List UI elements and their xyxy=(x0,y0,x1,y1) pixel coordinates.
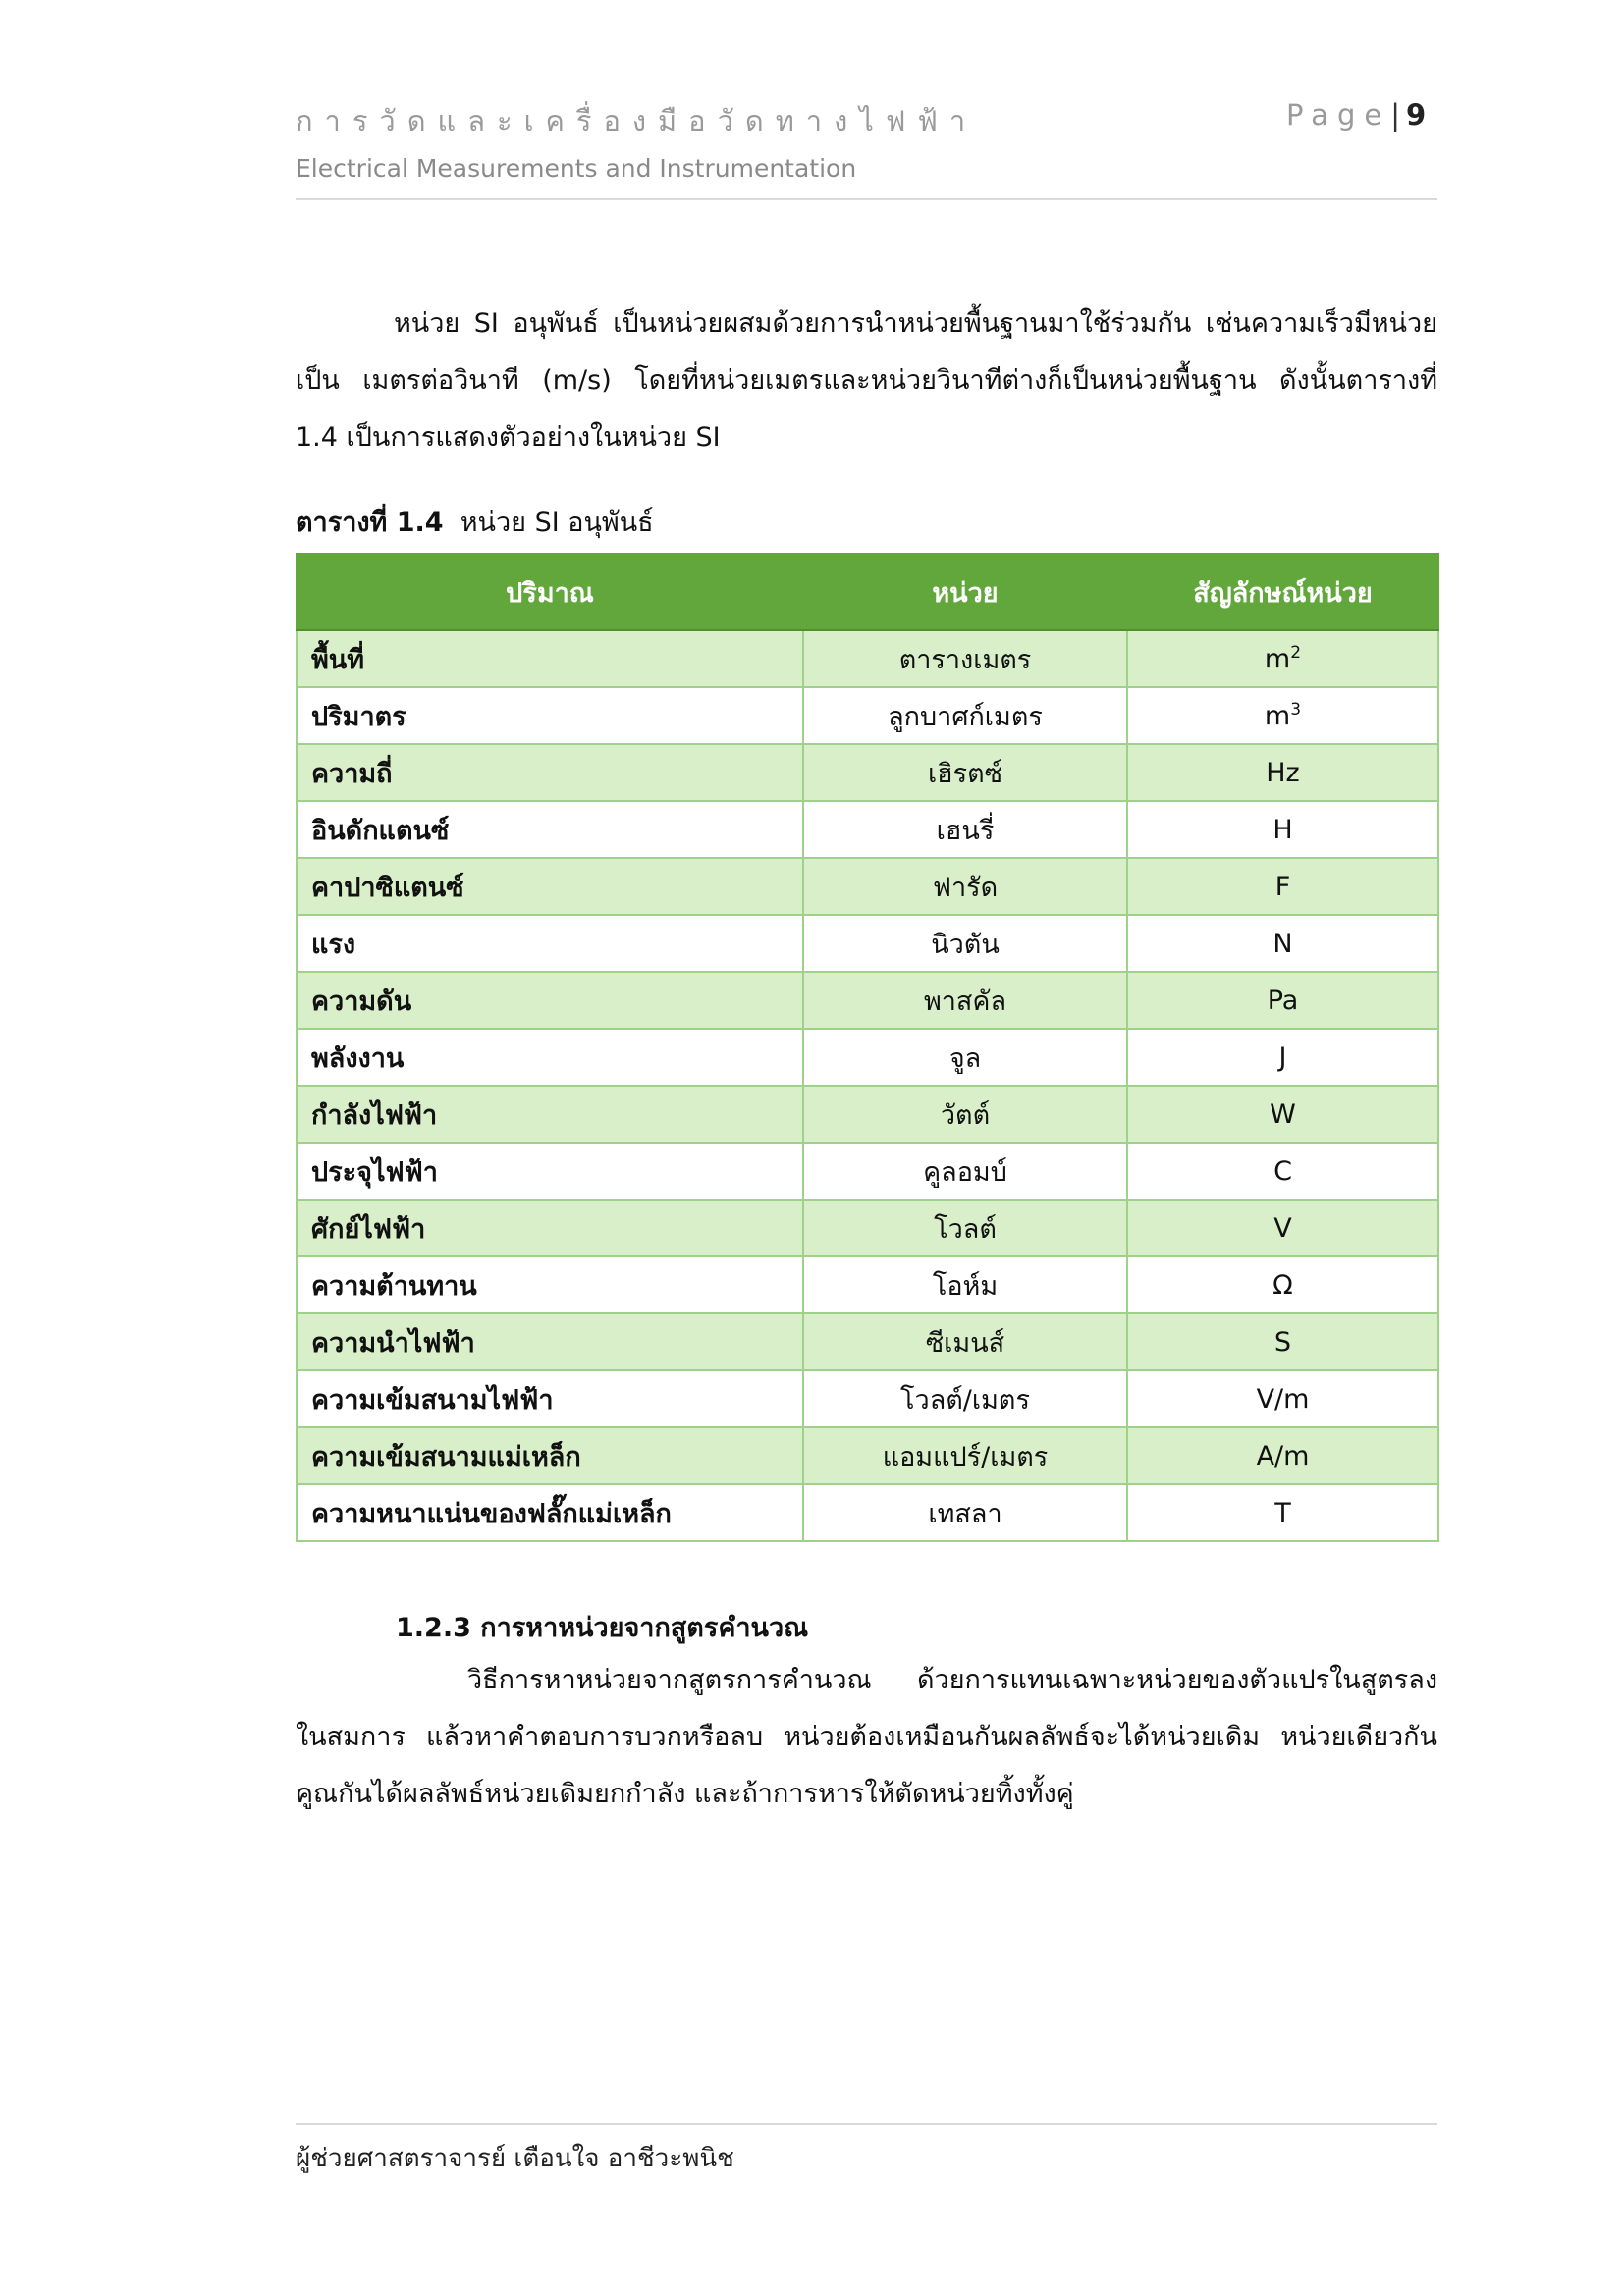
symbol-text: A/m xyxy=(1256,1440,1310,1471)
page-number: 9 xyxy=(1406,98,1427,132)
symbol-text: S xyxy=(1273,1326,1292,1358)
table-body xyxy=(297,630,1438,1541)
symbol-text: V xyxy=(1273,1212,1292,1244)
table-caption-text: หน่วย SI อนุพันธ์ xyxy=(460,507,654,538)
symbol-cell xyxy=(1127,915,1438,972)
quantity-cell: ความนำไฟฟ้า xyxy=(297,1313,803,1370)
table-row xyxy=(297,858,1438,915)
symbol-cell xyxy=(1127,630,1438,687)
unit-cell: คูลอมบ์ xyxy=(803,1143,1127,1200)
symbol-cell xyxy=(1127,1313,1438,1370)
quantity-cell: ความต้านทาน xyxy=(297,1256,803,1313)
symbol-exponent: 3 xyxy=(1290,700,1302,720)
symbol-text: F xyxy=(1274,871,1291,902)
quantity-cell: พื้นที่ xyxy=(297,630,803,687)
unit-cell: วัตต์ xyxy=(803,1086,1127,1143)
table-row xyxy=(297,1086,1438,1143)
intro-line-3: 1.4 เป็นการแสดงตัวอย่างในหน่วย SI xyxy=(296,422,721,453)
intro-line-2: เป็น เมตรต่อวินาที (m/s) โดยที่หน่วยเมตรและหน่วยวินาทีต่างก็เป็นหน่วยพื้นฐาน ดังนั้นตารางที่ xyxy=(296,365,1437,396)
table-row xyxy=(297,1484,1438,1541)
symbol-cell xyxy=(1127,687,1438,744)
unit-cell: นิวตัน xyxy=(803,915,1127,972)
symbol-cell xyxy=(1127,858,1438,915)
quantity-cell: ปริมาตร xyxy=(297,687,803,744)
footer-divider xyxy=(296,2123,1437,2125)
unit-cell: โวลต์/เมตร xyxy=(803,1370,1127,1427)
quantity-cell: ความถี่ xyxy=(297,744,803,801)
unit-cell: โวลต์ xyxy=(803,1200,1127,1256)
unit-cell: แอมแปร์/เมตร xyxy=(803,1427,1127,1484)
symbol-cell xyxy=(1127,1143,1438,1200)
quantity-cell: ความดัน xyxy=(297,972,803,1029)
section-paragraph xyxy=(296,1652,1437,1823)
unit-cell: เทสลา xyxy=(803,1484,1127,1541)
table-row xyxy=(297,744,1438,801)
unit-cell: ลูกบาศก์เมตร xyxy=(803,687,1127,744)
symbol-text: Ω xyxy=(1272,1269,1293,1301)
symbol-text: Pa xyxy=(1267,985,1299,1016)
table-row xyxy=(297,972,1438,1029)
quantity-cell: ความเข้มสนามไฟฟ้า xyxy=(297,1370,803,1427)
table-row xyxy=(297,687,1438,744)
table-caption-label: ตารางที่ 1.4 xyxy=(296,507,444,538)
unit-cell: ฟารัด xyxy=(803,858,1127,915)
header-unit: หน่วย xyxy=(803,554,1127,630)
symbol-cell xyxy=(1127,744,1438,801)
table-row xyxy=(297,1427,1438,1484)
section-line-3: คูณกันได้ผลลัพธ์หน่วยเดิมยกกำลัง และถ้าการหารให้ตัดหน่วยทิ้งทั้งคู่ xyxy=(296,1779,1074,1809)
unit-cell: ตารางเมตร xyxy=(803,630,1127,687)
table-row xyxy=(297,1256,1438,1313)
page-separator: | xyxy=(1390,98,1400,132)
header-thai-title: การวัดและเครื่องมือวัดทางไฟฟ้า xyxy=(296,104,978,137)
quantity-cell: พลังงาน xyxy=(297,1029,803,1086)
quantity-cell: คาปาซิแตนซ์ xyxy=(297,858,803,915)
footer-author: ผู้ช่วยศาสตราจารย์ เตือนใจ อาชีวะพนิช xyxy=(296,2144,734,2173)
symbol-text: C xyxy=(1273,1155,1292,1187)
unit-cell: โอห์ม xyxy=(803,1256,1127,1313)
symbol-cell xyxy=(1127,1200,1438,1256)
symbol-text: T xyxy=(1274,1497,1291,1528)
table-row xyxy=(297,1200,1438,1256)
intro-paragraph xyxy=(296,295,1437,466)
symbol-cell xyxy=(1127,1484,1438,1541)
symbol-text: J xyxy=(1278,1041,1287,1073)
table-row xyxy=(297,915,1438,972)
symbol-text: N xyxy=(1272,928,1293,959)
section-line-2: ในสมการ แล้วหาคำตอบการบวกหรือลบ หน่วยต้องเหมือนกันผลลัพธ์จะได้หน่วยเดิม หน่วยเดียวกัน xyxy=(296,1722,1437,1752)
symbol-text: Hz xyxy=(1266,757,1300,788)
unit-cell: เฮิรตซ์ xyxy=(803,744,1127,801)
unit-cell: ซีเมนส์ xyxy=(803,1313,1127,1370)
symbol-cell xyxy=(1127,1029,1438,1086)
quantity-cell: แรง xyxy=(297,915,803,972)
table-row xyxy=(297,1143,1438,1200)
symbol-cell xyxy=(1127,1427,1438,1484)
symbol-exponent: 2 xyxy=(1290,643,1302,663)
symbol-cell xyxy=(1127,972,1438,1029)
symbol-text: V/m xyxy=(1256,1383,1310,1415)
quantity-cell: ความหนาแน่นของฟลั๊กแม่เหล็ก xyxy=(297,1484,803,1541)
intro-line-1: หน่วย SI อนุพันธ์ เป็นหน่วยผสมด้วยการนำหน่วยพื้นฐานมาใช้ร่วมกัน เช่นความเร็วมีหน่วย xyxy=(394,308,1437,339)
page-label: Page xyxy=(1286,98,1391,132)
unit-cell: พาสคัล xyxy=(803,972,1127,1029)
si-derived-units-table xyxy=(296,553,1439,1542)
symbol-text: H xyxy=(1272,814,1293,845)
header-quantity: ปริมาณ xyxy=(297,554,803,630)
page-indicator xyxy=(1286,98,1426,132)
symbol-cell xyxy=(1127,1370,1438,1427)
symbol-cell xyxy=(1127,1086,1438,1143)
quantity-cell: ความเข้มสนามแม่เหล็ก xyxy=(297,1427,803,1484)
table-row xyxy=(297,630,1438,687)
table-row xyxy=(297,1313,1438,1370)
header-english-title: Electrical Measurements and Instrumentation xyxy=(296,154,857,183)
header-symbol: สัญลักษณ์หน่วย xyxy=(1127,554,1438,630)
table-header-row xyxy=(297,554,1438,630)
header-divider xyxy=(296,198,1437,200)
table-row xyxy=(297,1029,1438,1086)
table-caption xyxy=(296,501,654,543)
quantity-cell: ศักย์ไฟฟ้า xyxy=(297,1200,803,1256)
quantity-cell: ประจุไฟฟ้า xyxy=(297,1143,803,1200)
section-heading: 1.2.3 การหาหน่วยจากสูตรคำนวณ xyxy=(396,1613,809,1643)
quantity-cell: กำลังไฟฟ้า xyxy=(297,1086,803,1143)
section-line-1: วิธีการหาหน่วยจากสูตรการคำนวณ ด้วยการแทนเฉพาะหน่วยของตัวแปรในสูตรลง xyxy=(467,1665,1437,1695)
symbol-text: m xyxy=(1264,701,1291,731)
quantity-cell: อินดักแตนซ์ xyxy=(297,801,803,858)
symbol-cell xyxy=(1127,1256,1438,1313)
table-row xyxy=(297,1370,1438,1427)
symbol-text: W xyxy=(1270,1098,1296,1130)
symbol-text: m xyxy=(1264,644,1291,674)
unit-cell: จูล xyxy=(803,1029,1127,1086)
symbol-cell xyxy=(1127,801,1438,858)
table-row xyxy=(297,801,1438,858)
unit-cell: เฮนรี่ xyxy=(803,801,1127,858)
